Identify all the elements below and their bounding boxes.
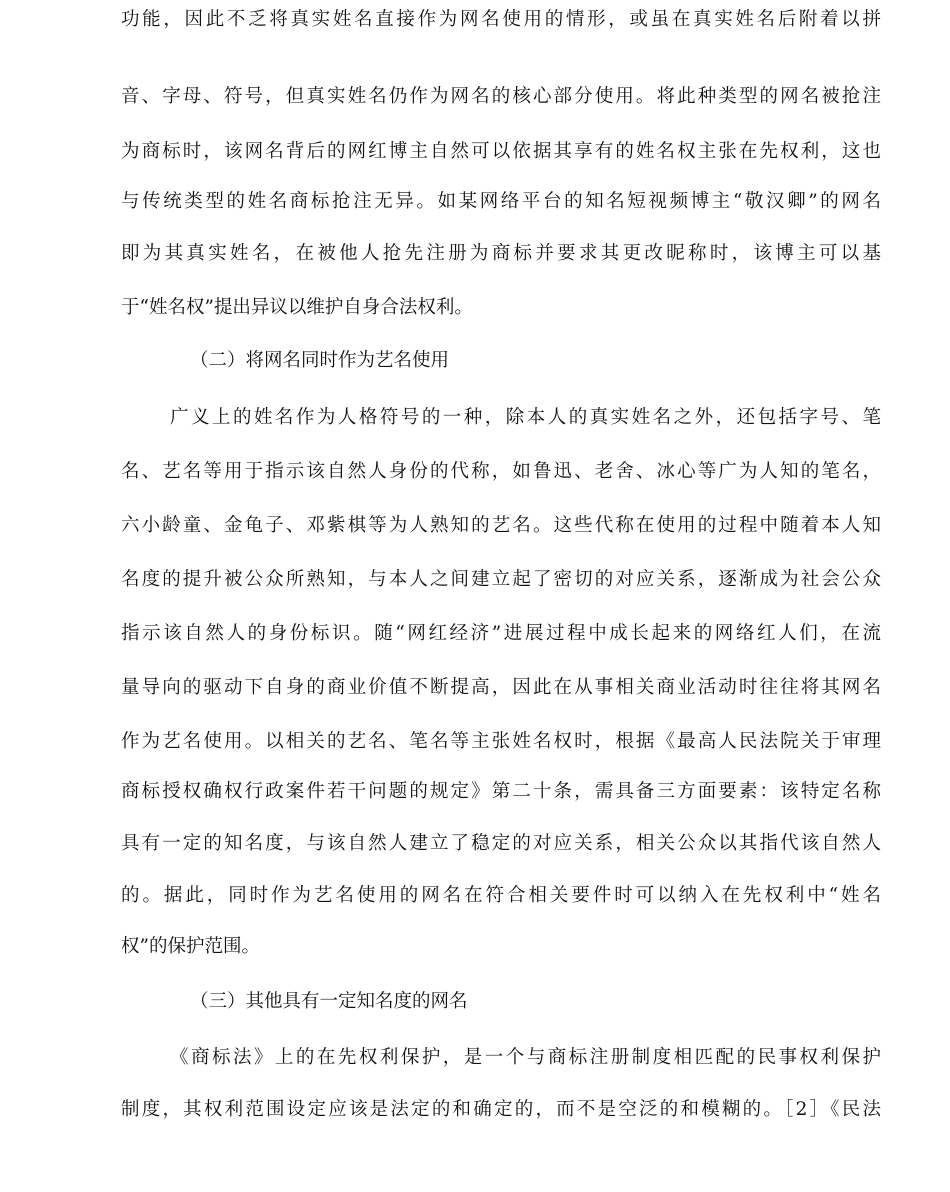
text-line: 广义上的姓名作为人格符号的一种，除本人的真实姓名之外，还包括字号、笔	[170, 407, 881, 428]
text-line: 指示该自然人的身份标识。随“网红经济”进展过程中成长起来的网络红人们，在流	[121, 623, 881, 644]
text-line: 具有一定的知名度，与该自然人建立了稳定的对应关系，相关公众以其指代该自然人	[121, 833, 881, 854]
text-line: 制度，其权利范围设定应该是法定的和确定的，而不是空泛的和模糊的。［2］《民法	[121, 1099, 881, 1120]
section-heading: （三）其他具有一定知名度的网名	[190, 991, 468, 1012]
text-line: 名度的提升被公众所熟知，与本人之间建立起了密切的对应关系，逐渐成为社会公众	[121, 569, 881, 590]
text-line: 为商标时，该网名背后的网红博主自然可以依据其享有的姓名权主张在先权利，这也	[121, 141, 881, 162]
text-line: 商标授权确权行政案件若干问题的规定》第二十条，需具备三方面要素：该特定名称	[121, 781, 881, 802]
text-line: 的。据此，同时作为艺名使用的网名在符合相关要件时可以纳入在先权利中“姓名	[121, 885, 881, 906]
text-line: 量导向的驱动下自身的商业价值不断提高，因此在从事相关商业活动时往往将其网名	[121, 677, 881, 698]
text-line: 即为其真实姓名，在被他人抢先注册为商标并要求其更改昵称时，该博主可以基	[121, 243, 881, 264]
text-line: 作为艺名使用。以相关的艺名、笔名等主张姓名权时，根据《最高人民法院关于审理	[121, 731, 881, 752]
text-line: 六小龄童、金龟子、邓紫棋等为人熟知的艺名。这些代称在使用的过程中随着本人知	[121, 515, 881, 536]
text-line: 音、字母、符号，但真实姓名仍作为网名的核心部分使用。将此种类型的网名被抢注	[121, 86, 881, 107]
text-line: 名、艺名等用于指示该自然人身份的代称，如鲁迅、老舍、冰心等广为人知的笔名，	[121, 461, 881, 482]
text-line: 与传统类型的姓名商标抢注无异。如某网络平台的知名短视频博主“敬汉卿”的网名	[121, 191, 881, 212]
text-line: 于“姓名权”提出异议以维护自身合法权利。	[121, 297, 473, 318]
text-line: 权”的保护范围。	[121, 936, 260, 957]
section-heading: （二）将网名同时作为艺名使用	[190, 350, 450, 371]
text-line: 功能，因此不乏将真实姓名直接作为网名使用的情形，或虽在真实姓名后附着以拼	[121, 9, 881, 30]
text-line: 《商标法》上的在先权利保护，是一个与商标注册制度相匹配的民事权利保护	[170, 1047, 881, 1068]
